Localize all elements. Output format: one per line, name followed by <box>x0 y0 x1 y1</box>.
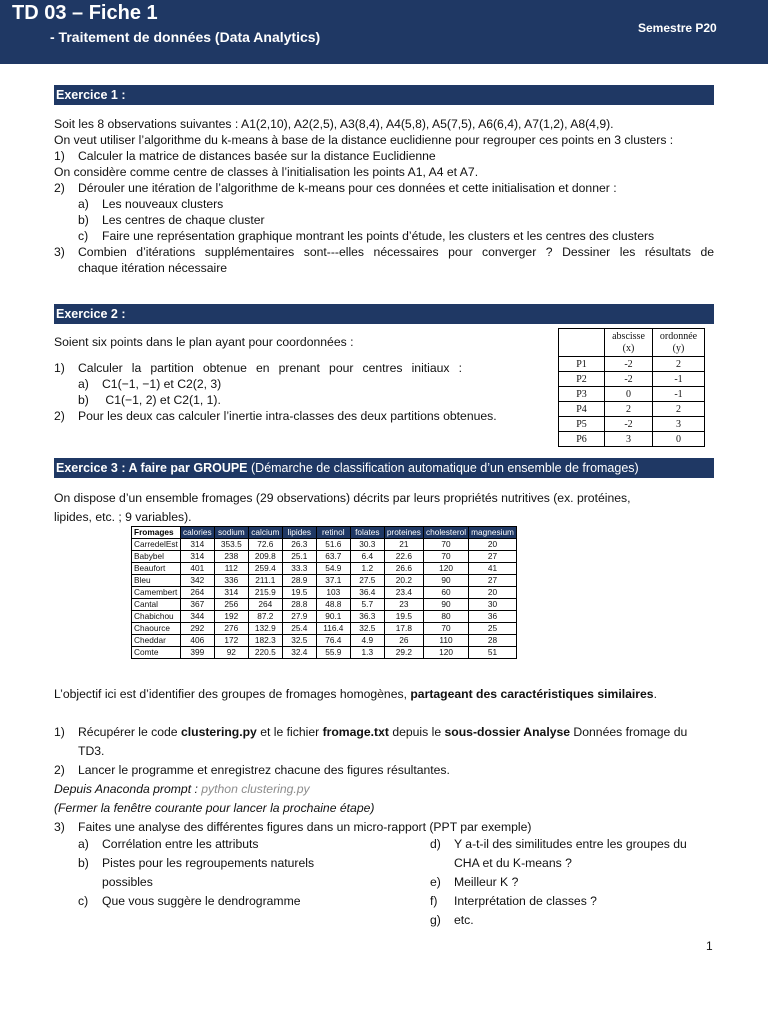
ex3-intro-2: lipides, etc. ; 9 variables). <box>54 510 192 524</box>
ex2-question-1 <box>54 360 544 376</box>
points-table <box>558 328 705 447</box>
ex2-question-2 <box>54 408 544 424</box>
ex3-s1-data-file: fromage.txt <box>322 725 389 739</box>
ex1-q2a-letter: a) <box>78 197 89 211</box>
fromages-cell: Babybel <box>132 551 181 563</box>
fromages-cell: 27.5 <box>350 575 384 587</box>
ex3-step-1 <box>54 723 714 742</box>
fromages-table-body <box>132 539 517 659</box>
ex1-q2c <box>54 228 714 244</box>
fromages-cell: 32.5 <box>282 635 316 647</box>
ex3-subitem <box>430 854 687 873</box>
fromages-cell: 353.5 <box>214 539 248 551</box>
fromages-cell: 26.6 <box>384 563 423 575</box>
fromages-cell: 264 <box>180 587 214 599</box>
ex3-subitem-text: Interprétation de classes ? <box>454 894 597 908</box>
fromages-cell: 22.6 <box>384 551 423 563</box>
ex3-prompt-command: python clustering.py <box>201 782 310 796</box>
fromages-cell: 23 <box>384 599 423 611</box>
points-cell-x: -2 <box>605 357 653 372</box>
ex1-q3-number: 3) <box>54 245 65 259</box>
ex3-subitem-letter: g) <box>430 913 441 927</box>
fromages-cell: 25 <box>469 623 517 635</box>
page-header <box>0 0 768 64</box>
fromages-cell: 264 <box>248 599 282 611</box>
fromages-cell: 28.8 <box>282 599 316 611</box>
ex1-question-1 <box>54 148 714 164</box>
points-table-corner <box>559 329 605 357</box>
fromages-cell: Camembert <box>132 587 181 599</box>
fromages-cell: 344 <box>180 611 214 623</box>
fromages-cell: 33.3 <box>282 563 316 575</box>
ex3-subitem-text: Y a-t-il des similitudes entre les groupes du <box>454 837 687 851</box>
ex3-objective-line <box>54 686 714 702</box>
fromages-cell: 4.9 <box>350 635 384 647</box>
fromages-cell: CarredelEst <box>132 539 181 551</box>
ex1-q1-number: 1) <box>54 149 65 163</box>
fromages-cell: 406 <box>180 635 214 647</box>
fromages-cell: Beaufort <box>132 563 181 575</box>
fromages-cell: 28.9 <box>282 575 316 587</box>
ex1-intro-2: On veut utiliser l’algorithme du k-means à base de la distance euclidienne pour regrouper ces points en 3 clusters : <box>54 133 674 147</box>
fromages-cell: 21 <box>384 539 423 551</box>
fromages-cell: 110 <box>423 635 468 647</box>
points-header-x-unit: (x) <box>622 342 635 354</box>
points-cell-p: P1 <box>559 357 605 372</box>
fromages-cell: 120 <box>423 647 468 659</box>
fromages-table-row <box>132 611 517 623</box>
fromages-cell: 172 <box>214 635 248 647</box>
fromages-table-row <box>132 587 517 599</box>
ex3-objective-end: . <box>653 687 657 701</box>
ex3-step-2 <box>54 761 714 780</box>
points-table-header <box>559 329 705 357</box>
fromages-cell: 103 <box>316 587 350 599</box>
ex1-q2c-text: Faire une représentation graphique montrant les points d’étude, les clusters et les centres des clusters <box>102 229 655 243</box>
fromages-cell: Chaource <box>132 623 181 635</box>
fromages-table-row <box>132 575 517 587</box>
fromages-cell: 28 <box>469 635 517 647</box>
fromages-cell: 41 <box>469 563 517 575</box>
points-cell-p: P2 <box>559 372 605 387</box>
exercise-2-body <box>54 334 544 424</box>
fromages-cell: 32.5 <box>350 623 384 635</box>
fromages-cell: 51.6 <box>316 539 350 551</box>
ex3-subitem-letter: d) <box>430 837 441 851</box>
ex3-subitem <box>78 892 314 911</box>
points-table-body <box>559 357 705 447</box>
fromages-cell: 19.5 <box>384 611 423 623</box>
ex3-step-1-continuation: TD3. <box>78 744 105 758</box>
ex2-q1b-text: C1(−1, 2) et C2(1, 1). <box>102 393 221 407</box>
points-cell-p: P5 <box>559 417 605 432</box>
fromages-cell: 26 <box>384 635 423 647</box>
fromages-cell: 76.4 <box>316 635 350 647</box>
ex3-objective-bold: partageant des caractéristiques similaires <box>410 687 654 701</box>
ex3-subitem-text: Meilleur K ? <box>454 875 519 889</box>
ex3-subitem <box>430 873 687 892</box>
points-cell-y: 0 <box>653 432 705 447</box>
ex1-q2b <box>54 212 714 228</box>
fromages-header-cell: proteines <box>384 527 423 539</box>
points-cell-p: P4 <box>559 402 605 417</box>
fromages-cell: 27 <box>469 551 517 563</box>
points-table-row <box>559 357 705 372</box>
fromages-cell: 36.4 <box>350 587 384 599</box>
fromages-cell: 120 <box>423 563 468 575</box>
ex3-subitem-letter: f) <box>430 894 438 908</box>
ex1-intro-1: Soit les 8 observations suivantes : A1(2,10), A2(2,5), A3(8,4), A4(5,8), A5(7,5), A6(6,4), A7(1,2), A8(4,9). <box>54 117 614 131</box>
points-cell-y: -1 <box>653 372 705 387</box>
ex3-subitem <box>430 911 687 930</box>
fromages-cell: 256 <box>214 599 248 611</box>
points-cell-y: 2 <box>653 402 705 417</box>
ex3-subitem <box>78 835 314 854</box>
ex2-q1b <box>54 392 544 408</box>
points-cell-y: 3 <box>653 417 705 432</box>
ex3-objective <box>54 686 714 702</box>
fromages-cell: Chabichou <box>132 611 181 623</box>
fromages-cell: 60 <box>423 587 468 599</box>
points-header-y-label: ordonnée <box>659 330 698 342</box>
fromages-cell: 132.9 <box>248 623 282 635</box>
ex3-note: (Fermer la fenêtre courante pour lancer la prochaine étape) <box>54 801 375 815</box>
document-title: TD 03 – Fiche 1 <box>12 2 158 24</box>
fromages-cell: 276 <box>214 623 248 635</box>
fromages-cell: 5.7 <box>350 599 384 611</box>
fromages-cell: Cantal <box>132 599 181 611</box>
fromages-table-row <box>132 551 517 563</box>
ex2-q1a <box>54 376 544 392</box>
ex1-q2-number: 2) <box>54 181 65 195</box>
fromages-cell: Comte <box>132 647 181 659</box>
fromages-header-cell: calories <box>180 527 214 539</box>
fromages-cell: 32.4 <box>282 647 316 659</box>
ex3-subitem-letter: b) <box>78 856 89 870</box>
points-header-y <box>653 329 705 357</box>
ex3-s2-number: 2) <box>54 763 65 777</box>
ex1-q1-text: Calculer la matrice de distances basée sur la distance Euclidienne <box>78 149 436 163</box>
fromages-cell: 29.2 <box>384 647 423 659</box>
fromages-cell: 26.3 <box>282 539 316 551</box>
points-cell-y: -1 <box>653 387 705 402</box>
fromages-cell: 63.7 <box>316 551 350 563</box>
ex3-s1-a: Récupérer le code <box>78 725 181 739</box>
fromages-cell: 116.4 <box>316 623 350 635</box>
fromages-cell: 336 <box>214 575 248 587</box>
fromages-cell: 182.3 <box>248 635 282 647</box>
exercise-3-intro <box>54 489 714 527</box>
ex1-init: On considère comme centre de classes à l’initialisation les points A1, A4 et A7. <box>54 165 479 179</box>
exercise-2-heading-text: Exercice 2 : <box>56 307 126 321</box>
ex3-subitem-letter: a) <box>78 837 89 851</box>
fromages-cell: 90 <box>423 599 468 611</box>
ex3-s1-e: depuis le <box>388 725 445 739</box>
ex3-s1-code-file: clustering.py <box>180 725 257 739</box>
fromages-table-row <box>132 563 517 575</box>
ex1-q3-text: Combien d’itérations supplémentaires sont---elles nécessaires pour converger ? Dessiner les résultats de <box>78 245 714 259</box>
ex3-subitem-letter: e) <box>430 875 441 889</box>
ex3-prompt-label: Depuis Anaconda prompt : <box>54 782 202 796</box>
fromages-cell: 342 <box>180 575 214 587</box>
fromages-cell: 70 <box>423 539 468 551</box>
fromages-cell: 48.8 <box>316 599 350 611</box>
exercise-3-heading <box>54 458 714 478</box>
fromages-cell: 367 <box>180 599 214 611</box>
fromages-cell: 20 <box>469 539 517 551</box>
ex3-subitem <box>430 835 687 854</box>
ex3-s3-number: 3) <box>54 820 65 834</box>
fromages-cell: 30.3 <box>350 539 384 551</box>
points-cell-x: -2 <box>605 417 653 432</box>
points-table-row <box>559 417 705 432</box>
ex3-objective-text: L’objectif ici est d’identifier des groupes de fromages homogènes, <box>54 687 411 701</box>
ex3-left-subitems <box>78 835 314 911</box>
fromages-cell: 25.4 <box>282 623 316 635</box>
ex3-subitem-text: Corrélation entre les attributs <box>102 837 259 851</box>
ex2-q2-number: 2) <box>54 409 65 423</box>
ex2-q1a-text: C1(−1, −1) et C2(2, 3) <box>102 377 222 391</box>
fromages-cell: 27 <box>469 575 517 587</box>
fromages-header-cell: magnesium <box>469 527 517 539</box>
points-table-row <box>559 432 705 447</box>
points-header-y-unit: (y) <box>672 342 685 354</box>
ex2-q2-text: Pour les deux cas calculer l’inertie intra-classes des deux partitions obtenues. <box>78 409 497 423</box>
ex2-q1-text: Calculer la partition obtenue en prenant pour centres initiaux : <box>78 361 462 375</box>
ex1-q3-continuation: chaque itération nécessaire <box>78 261 228 275</box>
fromages-header-cell: lipides <box>282 527 316 539</box>
fromages-cell: 314 <box>180 551 214 563</box>
fromages-table-row <box>132 539 517 551</box>
fromages-cell: 90.1 <box>316 611 350 623</box>
fromages-cell: 54.9 <box>316 563 350 575</box>
ex1-question-2 <box>54 180 714 196</box>
ex3-s3-text: Faites une analyse des différentes figures dans un micro-rapport (PPT par exemple) <box>78 820 532 834</box>
exercise-3-heading-text: Exercice 3 : A faire par GROUPE <box>56 461 248 475</box>
fromages-cell: 17.8 <box>384 623 423 635</box>
fromages-cell: 211.1 <box>248 575 282 587</box>
ex1-question-3 <box>54 244 714 260</box>
fromages-cell: 192 <box>214 611 248 623</box>
points-cell-y: 2 <box>653 357 705 372</box>
fromages-cell: 36 <box>469 611 517 623</box>
points-table-row <box>559 372 705 387</box>
exercise-1-heading <box>54 85 714 105</box>
ex3-s1-g: Données fromage du <box>570 725 688 739</box>
ex3-subitem <box>430 892 687 911</box>
page-number: 1 <box>706 939 713 953</box>
ex3-subitem <box>78 873 314 892</box>
ex1-q2a <box>54 196 714 212</box>
fromages-cell: 1.3 <box>350 647 384 659</box>
fromages-cell: 70 <box>423 623 468 635</box>
points-cell-p: P3 <box>559 387 605 402</box>
fromages-table-row <box>132 635 517 647</box>
fromages-cell: 6.4 <box>350 551 384 563</box>
ex3-right-subitems <box>430 835 687 930</box>
fromages-cell: 399 <box>180 647 214 659</box>
ex2-spacer <box>54 350 544 360</box>
fromages-cell: 1.2 <box>350 563 384 575</box>
ex1-q2b-text: Les centres de chaque cluster <box>102 213 265 227</box>
fromages-cell: 238 <box>214 551 248 563</box>
ex1-q2b-letter: b) <box>78 213 89 227</box>
fromages-cell: Cheddar <box>132 635 181 647</box>
ex2-q1a-letter: a) <box>78 377 89 391</box>
fromages-table <box>131 526 517 659</box>
ex3-subitem-text: CHA et du K-means ? <box>454 856 572 870</box>
ex3-s1-folder: sous-dossier Analyse <box>444 725 571 739</box>
fromages-cell: 51 <box>469 647 517 659</box>
exercise-3-heading-note: (Démarche de classification automatique d’un ensemble de fromages) <box>247 461 639 475</box>
fromages-cell: 19.5 <box>282 587 316 599</box>
fromages-cell: 72.6 <box>248 539 282 551</box>
ex3-subitem-text: Que vous suggère le dendrogramme <box>102 894 301 908</box>
fromages-header-cell: sodium <box>214 527 248 539</box>
points-cell-x: -2 <box>605 372 653 387</box>
points-table-row <box>559 387 705 402</box>
ex2-q1-number: 1) <box>54 361 65 375</box>
ex1-q2-text: Dérouler une itération de l’algorithme de k-means pour ces données et cette initialisation et donner : <box>78 181 617 195</box>
fromages-cell: 209.8 <box>248 551 282 563</box>
fromages-cell: 80 <box>423 611 468 623</box>
fromages-cell: 23.4 <box>384 587 423 599</box>
points-table-row <box>559 402 705 417</box>
ex3-s1-number: 1) <box>54 725 65 739</box>
fromages-cell: 37.1 <box>316 575 350 587</box>
ex3-subitem-letter: c) <box>78 894 89 908</box>
fromages-cell: 55.9 <box>316 647 350 659</box>
points-cell-p: P6 <box>559 432 605 447</box>
fromages-cell: 220.5 <box>248 647 282 659</box>
document-subtitle: - Traitement de données (Data Analytics) <box>50 29 321 45</box>
points-cell-x: 3 <box>605 432 653 447</box>
ex1-q2a-text: Les nouveaux clusters <box>102 197 224 211</box>
fromages-cell: 30 <box>469 599 517 611</box>
fromages-cell: 87.2 <box>248 611 282 623</box>
ex3-s1-c: et le fichier <box>256 725 323 739</box>
fromages-header-cell: cholesterol <box>423 527 468 539</box>
fromages-cell: 92 <box>214 647 248 659</box>
fromages-cell: 215.9 <box>248 587 282 599</box>
ex3-subitem-text: etc. <box>454 913 474 927</box>
fromages-cell: 36.3 <box>350 611 384 623</box>
fromages-table-row <box>132 599 517 611</box>
ex3-intro-1: On dispose d’un ensemble fromages (29 observations) décrits par leurs propriétés nutritives (ex. protéines, <box>54 491 631 505</box>
fromages-cell: 259.4 <box>248 563 282 575</box>
fromages-cell: 27.9 <box>282 611 316 623</box>
ex3-subitem-text: possibles <box>102 875 153 889</box>
fromages-header-cell: calcium <box>248 527 282 539</box>
ex2-intro: Soient six points dans le plan ayant pour coordonnées : <box>54 335 354 349</box>
ex3-subitem-text: Pistes pour les regroupements naturels <box>102 856 315 870</box>
fromages-table-row <box>132 623 517 635</box>
points-cell-x: 0 <box>605 387 653 402</box>
fromages-cell: 401 <box>180 563 214 575</box>
ex3-prompt <box>54 780 714 799</box>
ex3-s2-text: Lancer le programme et enregistrez chacune des figures résultantes. <box>78 763 450 777</box>
fromages-header-cell: Fromages <box>132 527 181 539</box>
semester-label: Semestre P20 <box>638 21 717 35</box>
fromages-cell: 90 <box>423 575 468 587</box>
exercise-2-heading <box>54 304 714 324</box>
points-cell-x: 2 <box>605 402 653 417</box>
fromages-cell: Bleu <box>132 575 181 587</box>
fromages-cell: 70 <box>423 551 468 563</box>
fromages-cell: 314 <box>214 587 248 599</box>
fromages-table-header <box>132 527 517 539</box>
exercise-1-body <box>54 116 714 276</box>
exercise-1-heading-text: Exercice 1 : <box>56 88 126 102</box>
points-header-x-label: abscisse <box>612 330 645 342</box>
fromages-table-row <box>132 647 517 659</box>
fromages-header-cell: folates <box>350 527 384 539</box>
points-header-x <box>605 329 653 357</box>
fromages-header-cell: retinol <box>316 527 350 539</box>
fromages-cell: 112 <box>214 563 248 575</box>
fromages-cell: 292 <box>180 623 214 635</box>
fromages-cell: 314 <box>180 539 214 551</box>
ex3-subitem <box>78 854 314 873</box>
ex2-q1b-letter: b) <box>78 393 89 407</box>
fromages-cell: 25.1 <box>282 551 316 563</box>
ex1-q2c-letter: c) <box>78 229 89 243</box>
ex3-steps <box>54 723 714 837</box>
fromages-cell: 20.2 <box>384 575 423 587</box>
fromages-cell: 20 <box>469 587 517 599</box>
